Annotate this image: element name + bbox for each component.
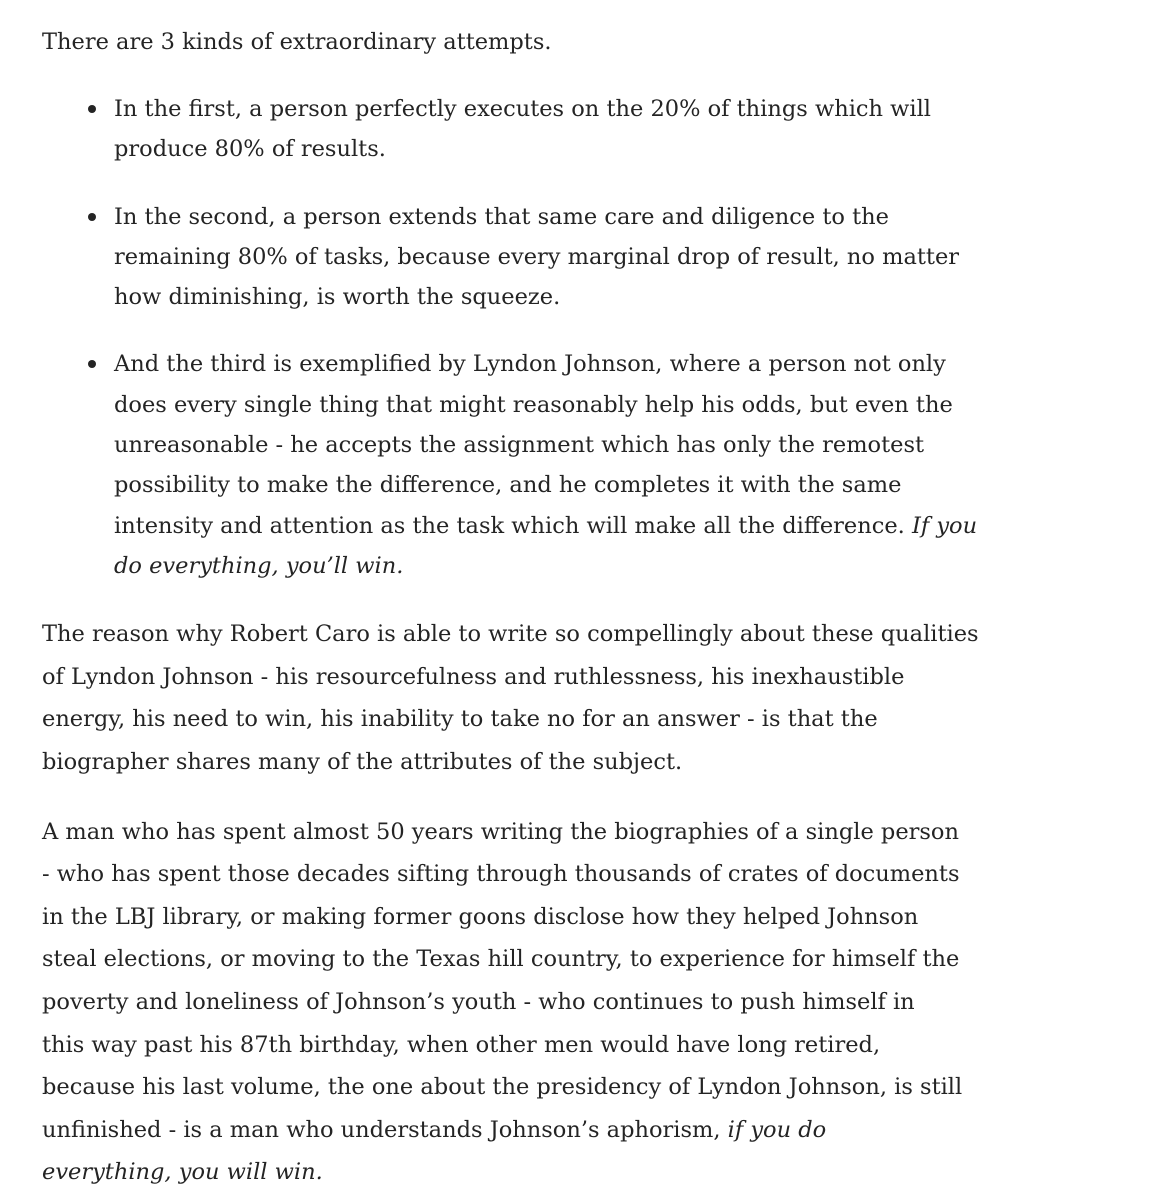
text-line <box>42 613 1163 656</box>
text-line <box>114 506 1163 546</box>
text-line <box>42 22 1163 62</box>
text-segment: remaining 80% of tasks, because every marginal drop of result, no matter <box>114 243 960 270</box>
bullet-icon <box>88 105 96 113</box>
text-segment: produce 80% of results. <box>114 136 386 163</box>
text-segment: unfinished - is a man who understands Johnson’s aphorism, <box>42 1116 728 1143</box>
text-line <box>42 811 1163 854</box>
text-line <box>114 197 1163 237</box>
italic-text: if you do <box>727 1116 827 1143</box>
text-segment: biographer shares many of the attributes of the subject. <box>42 749 683 776</box>
text-segment: - who has spent those decades sifting through thousands of crates of documents <box>42 861 960 888</box>
text-line <box>114 129 1163 169</box>
text-line <box>42 981 1163 1024</box>
list-item <box>42 197 1163 318</box>
text-segment: this way past his 87th birthday, when other men would have long retired, <box>42 1031 881 1058</box>
text-line <box>114 425 1163 465</box>
text-line <box>42 938 1163 981</box>
text-line <box>42 1066 1163 1109</box>
text-line <box>42 853 1163 896</box>
text-line <box>42 698 1163 741</box>
list-item <box>42 344 1163 586</box>
text-segment: energy, his need to win, his inability to take no for an answer - is that the <box>42 706 878 733</box>
list-item <box>42 89 1163 170</box>
text-line <box>42 1109 1163 1152</box>
text-segment: And the third is exemplified by Lyndon Johnson, where a person not only <box>114 351 946 378</box>
text-segment: In the first, a person perfectly executes on the 20% of things which will <box>114 96 931 122</box>
text-segment: There are 3 kinds of extraordinary attempts. <box>42 29 552 55</box>
italic-text: If you <box>911 512 978 539</box>
text-segment: possibility to make the difference, and he completes it with the same <box>114 472 902 499</box>
text-segment: how diminishing, is worth the squeeze. <box>114 284 561 311</box>
text-line <box>114 344 1163 384</box>
text-segment: steal elections, or moving to the Texas hill country, to experience for himself the <box>42 946 960 973</box>
text-segment: poverty and loneliness of Johnson’s youth - who continues to push himself in <box>42 989 915 1016</box>
text-segment: of Lyndon Johnson - his resourcefulness and ruthlessness, his inexhaustible <box>42 663 905 690</box>
text-line <box>42 656 1163 699</box>
text-line <box>114 237 1163 277</box>
text-segment: The reason why Robert Caro is able to write so compellingly about these qualities <box>42 621 979 648</box>
text-segment: unreasonable - he accepts the assignment which has only the remotest <box>114 432 925 459</box>
text-segment: in the LBJ library, or making former goons disclose how they helped Johnson <box>42 903 919 930</box>
text-line <box>42 1024 1163 1067</box>
text-segment: intensity and attention as the task which will make all the difference. <box>114 512 912 539</box>
text-line <box>114 277 1163 317</box>
text-segment: In the second, a person extends that same care and diligence to the <box>114 203 889 230</box>
bullet-icon <box>88 360 96 368</box>
text-line <box>114 89 1163 129</box>
paragraph <box>42 811 1163 1194</box>
text-segment: A man who has spent almost 50 years writing the biographies of a single person <box>42 818 959 845</box>
text-line <box>42 741 1163 784</box>
paragraph <box>42 613 1163 783</box>
text-segment: because his last volume, the one about the presidency of Lyndon Johnson, is still <box>42 1074 963 1101</box>
bullet-icon <box>88 213 96 221</box>
italic-text: everything, you will win. <box>42 1159 323 1186</box>
text-line <box>42 1151 1163 1194</box>
text-line <box>114 465 1163 505</box>
text-line <box>114 385 1163 425</box>
italic-text: do everything, you’ll win. <box>114 552 404 579</box>
paragraph <box>42 22 1163 62</box>
text-line <box>114 546 1163 586</box>
text-line <box>42 896 1163 939</box>
text-segment: does every single thing that might reasonably help his odds, but even the <box>114 391 953 418</box>
